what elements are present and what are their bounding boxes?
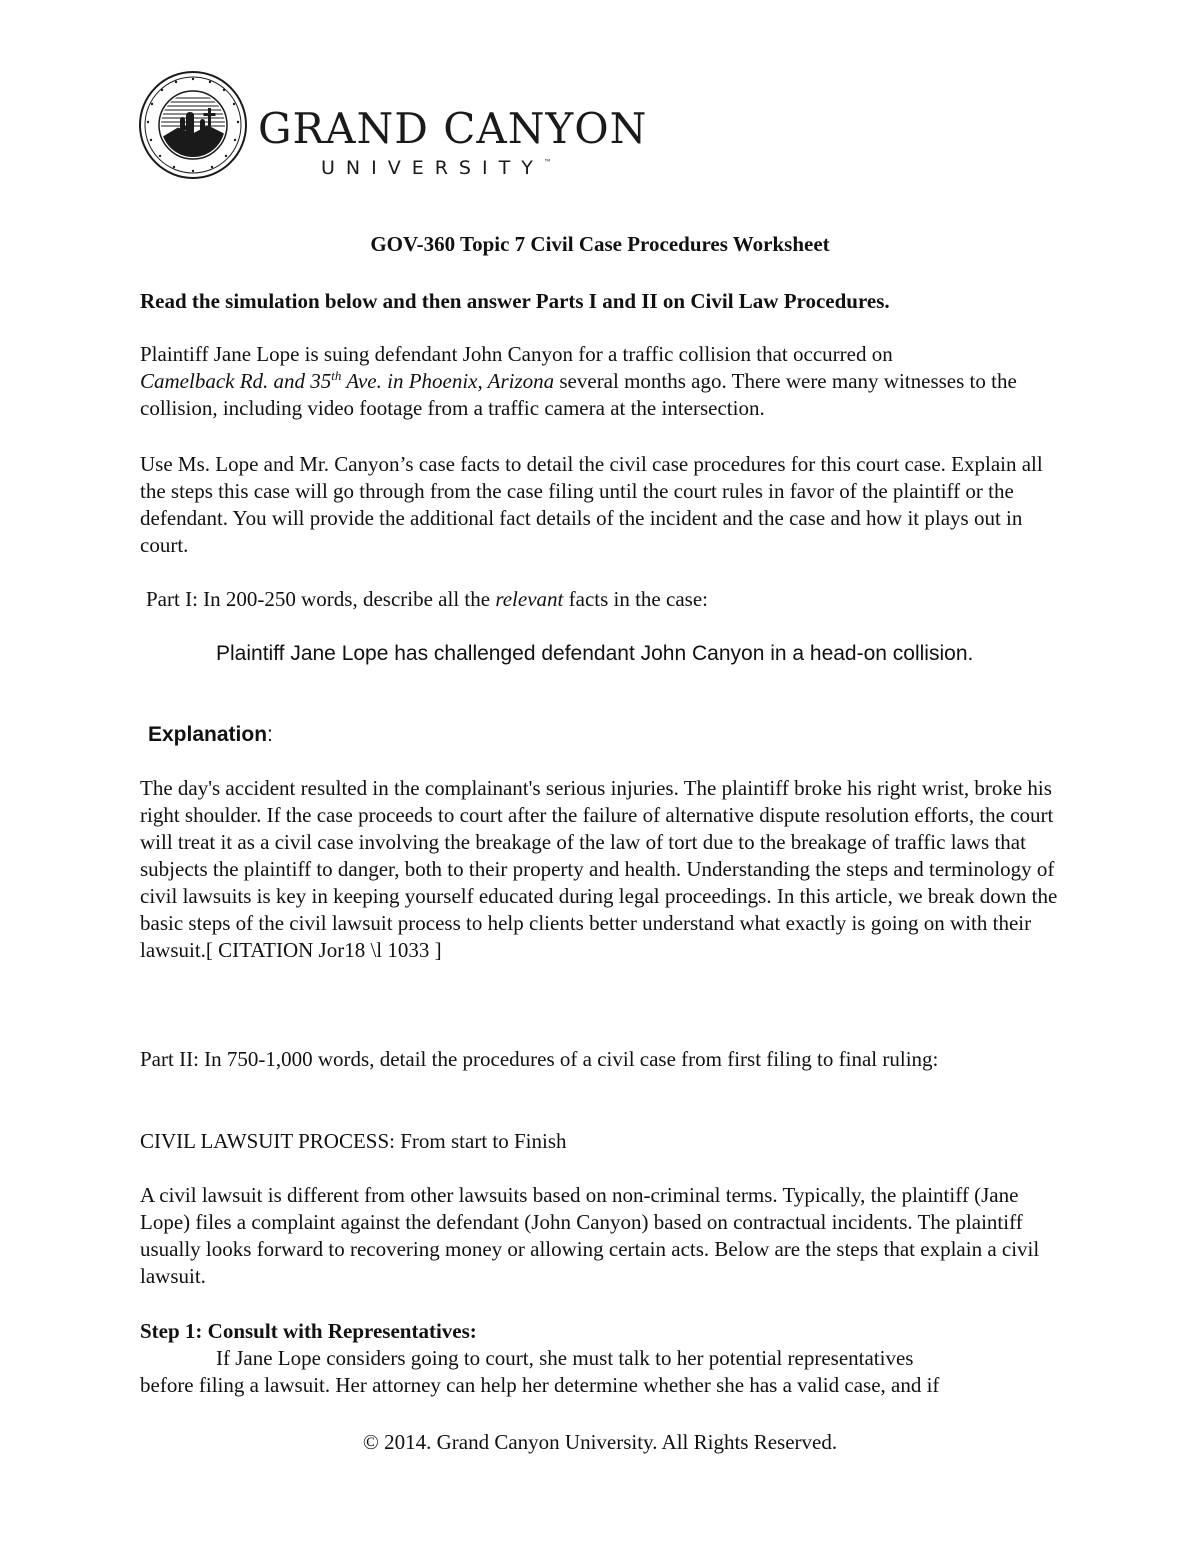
step-one-line-2: before filing a lawsuit. Her attorney can help her determine whether she has a valid case, and if: [140, 1373, 940, 1397]
step-one-heading: Step 1: Consult with Representatives:: [140, 1319, 477, 1343]
intro-location-1: Camelback Rd. and 35: [140, 369, 332, 393]
intro-superscript: th: [331, 368, 342, 383]
part-one-post: facts in the case:: [563, 587, 708, 611]
part-two-prompt: Part II: In 750-1,000 words, detail the procedures of a civil case from first filing to final ruling:: [140, 1047, 939, 1071]
intro-text-a: Plaintiff Jane Lope is suing defendant John Canyon for a traffic collision that occurred on: [140, 342, 893, 366]
worksheet-title: GOV-360 Topic 7 Civil Case Procedures Worksheet: [370, 232, 830, 256]
university-logo: [138, 70, 648, 180]
brand-subtitle: [321, 159, 552, 178]
explanation-paragraph: The day's accident resulted in the complainant's serious injuries. The plaintiff broke his right wrist, broke his right shoulder. If the case proceeds to court after the failure of alternative dispute resolution efforts, the court will treat it as a civil case involving the breakage of the law of tort due to the breakage of traffic laws that subjects the plaintiff to danger, both to their property and health. Understanding the steps and terminology of civil lawsuits is key in keeping yourself educated during legal proceedings. In this article, we break down the basic steps of the civil lawsuit process to help clients better understand what exactly is going on with their lawsuit.[ CITATION Jor18 \l 1033 ]: [140, 776, 1058, 962]
process-paragraph: A civil lawsuit is different from other lawsuits based on non-criminal terms. Typically, the plaintiff (Jane Lope) files a complaint against the defendant (John Canyon) based on contractual incidents. The plaintiff usually looks forward to recovering money or allowing certain acts. Below are the steps that explain a civil lawsuit.: [140, 1183, 1040, 1288]
brand-name: GRAND CANYON: [258, 104, 648, 153]
step-one-section: [140, 1318, 1070, 1399]
university-seal-icon: [138, 70, 248, 180]
explanation-heading: [148, 721, 1078, 748]
part-one-prompt: [146, 586, 1076, 613]
part-one-pre: Part I: In 200-250 words, describe all the: [146, 587, 496, 611]
intro-text-b: several months ago. There were many witnesses to the collision, including video footage from a traffic camera at the intersection.: [140, 369, 1017, 420]
use-paragraph: Use Ms. Lope and Mr. Canyon’s case facts to detail the civil case procedures for this court case. Explain all the steps this case will go through from the case filing until the court rules in favor of the plaintiff or the defendant. You will provide the additional fact details of the incident and the case and how it plays out in court.: [140, 452, 1043, 557]
intro-location-2: Ave. in Phoenix, Arizona: [341, 369, 555, 393]
part-one-answer: Plaintiff Jane Lope has challenged defendant John Canyon in a head-on collision.: [216, 642, 974, 665]
copyright-footer: © 2014. Grand Canyon University. All Rights Reserved.: [362, 1430, 838, 1454]
brand-sub-text: UNIVERSITY: [321, 157, 544, 179]
intro-paragraph: [140, 341, 1070, 422]
trademark-mark: ™: [543, 158, 552, 167]
process-heading: CIVIL LAWSUIT PROCESS: From start to Finish: [140, 1129, 567, 1153]
instruction-text: Read the simulation below and then answer Parts I and II on Civil Law Procedures.: [140, 289, 890, 313]
part-one-emphasis: relevant: [495, 587, 564, 611]
explanation-label: Explanation: [148, 723, 268, 746]
step-one-line-1: If Jane Lope considers going to court, she must talk to her potential representatives: [216, 1346, 914, 1370]
explanation-colon: :: [267, 723, 273, 746]
